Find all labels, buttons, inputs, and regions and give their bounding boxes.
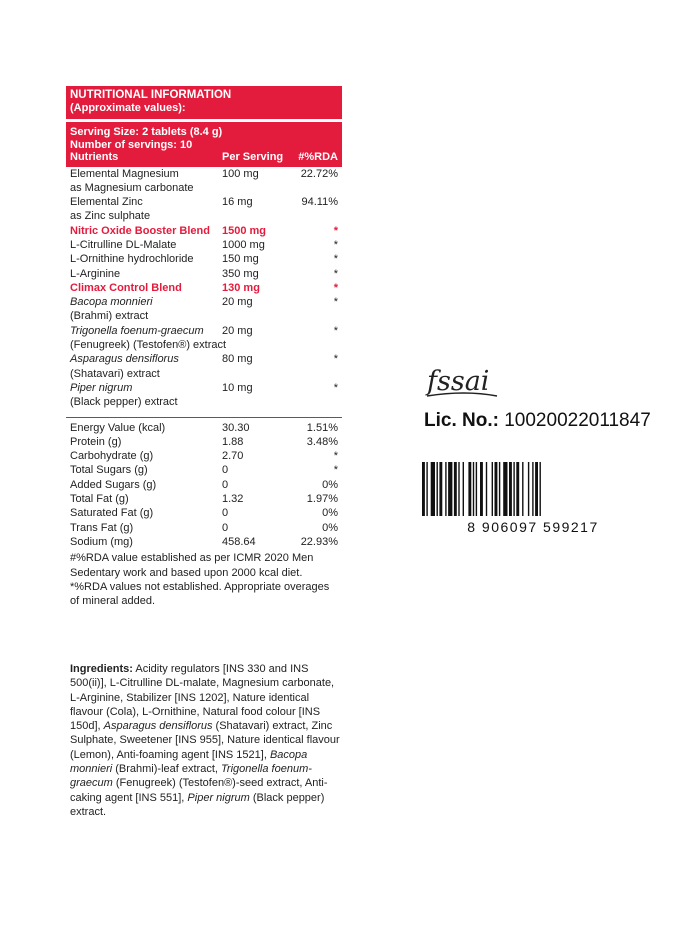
energy-name: Energy Value (kcal) [70, 421, 166, 434]
table-row [70, 435, 338, 449]
table-row [70, 224, 338, 238]
energy-amount: 0 [222, 464, 229, 477]
nutrient-sub: as Magnesium carbonate [70, 181, 194, 194]
nutrient-sub: (Brahmi) extract [70, 310, 149, 323]
nutrient-rda: * [333, 381, 338, 394]
nutrition-header [66, 86, 342, 119]
barcode-digits: 8 906097 599217 [467, 519, 599, 534]
nutrition-panel [66, 86, 342, 608]
energy-amount: 0 [222, 507, 229, 520]
table-row [70, 281, 338, 295]
energy-name: Added Sugars (g) [70, 478, 157, 491]
nutrient-amount: 20 mg [222, 324, 253, 337]
table-row [70, 449, 338, 463]
nutrition-subtitle: (Approximate values): [70, 102, 186, 114]
barcode-bar [532, 462, 533, 516]
barcode-bar [499, 462, 500, 516]
energy-name: Saturated Fat (g) [70, 507, 154, 520]
energy-amount: 0 [222, 521, 229, 534]
ingredients-botanical: Asparagus densiflorus [103, 720, 213, 733]
energy-amount: 2.70 [222, 450, 244, 463]
nutrient-rda: * [333, 267, 338, 280]
energy-rda: 3.48% [306, 435, 338, 448]
nutrient-rda: * [333, 353, 338, 366]
table-row [70, 167, 338, 196]
barcode-bars [422, 462, 541, 516]
barcode-bar [463, 462, 464, 516]
energy-amount: 1.32 [222, 493, 244, 506]
barcode-bar [535, 462, 538, 516]
nutrient-name: Bacopa monnieri [70, 296, 153, 309]
column-headers [70, 151, 338, 164]
barcode-bar [422, 462, 425, 516]
table-row [70, 478, 338, 492]
ingredients-label: Ingredients: [70, 663, 133, 675]
energy-table [66, 421, 342, 550]
nutrient-rda: * [333, 281, 338, 294]
nutrient-rda: 22.72% [300, 167, 338, 180]
ingredients-botanical: Piper nigrum [187, 791, 250, 804]
barcode-bar [445, 462, 446, 516]
barcode [420, 462, 646, 534]
nutrient-amount: 100 mg [222, 167, 259, 180]
table-row [70, 535, 338, 549]
barcode-bar [468, 462, 471, 516]
table-row [70, 521, 338, 535]
barcode-bar [528, 462, 529, 516]
nutrient-table [66, 167, 342, 410]
nutrient-sub: (Fenugreek) (Testofen®) extract [70, 339, 227, 352]
servings-count: Number of servings: 10 [70, 138, 193, 151]
table-row [70, 352, 338, 381]
nutrition-title: NUTRITIONAL INFORMATION [70, 89, 232, 101]
nutrient-rda: * [333, 238, 338, 251]
license-number: 10020022011847 [504, 410, 651, 431]
barcode-bar [458, 462, 459, 516]
table-row [70, 267, 338, 281]
table-row [70, 238, 338, 252]
energy-rda: 0% [322, 507, 338, 520]
ingredients-part: (Fenugreek) (Testofen®)-seed extract, Anti-caking agent [INS 551], [70, 777, 328, 804]
barcode-bar [492, 462, 493, 516]
table-row [70, 252, 338, 266]
table-row [70, 492, 338, 506]
barcode-bar [480, 462, 483, 516]
barcode-bar [476, 462, 477, 516]
energy-name: Trans Fat (g) [70, 521, 134, 534]
table-row [70, 195, 338, 224]
nutrient-name: Asparagus densiflorus [70, 353, 179, 366]
ingredients-part: (Brahmi)-leaf extract, [112, 763, 221, 776]
nutrient-name: L-Ornithine hydrochloride [70, 253, 194, 266]
barcode-bar [509, 462, 512, 516]
ingredients-part: (Black pepper) extract. [70, 791, 325, 818]
barcode-bar [454, 462, 457, 516]
energy-name: Protein (g) [70, 435, 122, 448]
nutrient-amount: 16 mg [222, 196, 253, 209]
nutrient-amount: 80 mg [222, 353, 253, 366]
barcode-bar [516, 462, 519, 516]
col-per-serving: Per Serving [222, 151, 284, 163]
barcode-bar [437, 462, 438, 516]
energy-rda: 0% [322, 521, 338, 534]
nutrient-amount: 10 mg [222, 381, 253, 394]
nutrient-name: Piper nigrum [70, 381, 133, 394]
energy-rda: * [333, 464, 338, 477]
energy-rda: 1.97% [306, 493, 338, 506]
nutrient-name: Elemental Magnesium [70, 167, 179, 180]
nutrient-sub: (Shatavari) extract [70, 367, 160, 380]
license-line [424, 410, 651, 432]
fssai-logo-text: fssai [427, 366, 490, 397]
barcode-bar [522, 462, 523, 516]
table-row [70, 421, 338, 435]
barcode-bar [513, 462, 514, 516]
nutrient-rda: 94.11% [301, 196, 338, 209]
energy-amount: 1.88 [222, 435, 244, 448]
nutrient-amount: 150 mg [222, 253, 259, 266]
barcode-bar [495, 462, 498, 516]
barcode-bar [439, 462, 442, 516]
table-row [70, 324, 338, 353]
fssai-logo [425, 366, 505, 402]
barcode-bar [486, 462, 487, 516]
svg-text:8 906097 599217 [467, 519, 599, 534]
nutrient-amount: 1000 mg [222, 238, 265, 251]
nutrient-sub: as Zinc sulphate [70, 210, 151, 223]
nutrient-amount: 350 mg [222, 267, 259, 280]
barcode-bar [473, 462, 474, 516]
nutrient-name: Elemental Zinc [70, 196, 143, 209]
barcode-bar [448, 462, 452, 516]
serving-header [66, 122, 342, 167]
energy-name: Total Sugars (g) [70, 464, 148, 477]
ingredients-botanical: Bacopa monnieri [70, 748, 308, 776]
serving-size: Serving Size: 2 tablets (8.4 g) [70, 126, 223, 138]
table-row [70, 381, 338, 410]
ingredients-part: (Shatavari) extract, Zinc Sulphate, Sweetener [INS 955], Nature identical flavour (Lemon), Anti-foaming agent [INS 1521], [70, 720, 340, 761]
energy-amount: 30.30 [222, 421, 250, 434]
energy-name: Carbohydrate (g) [70, 450, 154, 463]
nutrient-rda: * [333, 296, 338, 309]
ingredients-botanical: Trigonella foenum-graecum [70, 763, 312, 790]
table-row [70, 463, 338, 477]
energy-rda: 1.51% [306, 421, 338, 434]
ingredients-text [70, 662, 342, 819]
energy-rda: 22.93% [300, 535, 338, 548]
nutrient-rda: * [333, 224, 338, 237]
nutrient-name: L-Arginine [70, 267, 121, 280]
license-label: Lic. No.: [424, 410, 499, 431]
table-divider [66, 417, 342, 418]
nutrient-name: Nitric Oxide Booster Blend [70, 224, 210, 237]
energy-amount: 0 [222, 478, 229, 491]
barcode-bar [503, 462, 507, 516]
energy-name: Total Fat (g) [70, 493, 129, 506]
nutrient-name: L-Citrulline DL-Malate [70, 238, 177, 251]
ingredients-part: Acidity regulators [INS 330 and INS 500(ii)], L-Citrulline DL-malate, Magnesium carbonate, L-Arginine, Stabilizer [INS 1202], Nature identical flavour (Cola), L-Ornithine, Natural food colour [INS 150d], [70, 663, 335, 733]
nutrient-amount: 1500 mg [222, 224, 267, 237]
nutrient-sub: (Black pepper) extract [70, 396, 178, 409]
nutrient-rda: * [333, 324, 338, 337]
energy-amount: 458.64 [222, 535, 256, 548]
barcode-bar [426, 462, 427, 516]
rda-note: #%RDA value established as per ICMR 2020 Men Sedentary work and based upon 2000 kcal diet. *%RDA values not established. Appropriate overages of mineral added. [70, 552, 330, 608]
table-row [70, 295, 338, 324]
barcode-bar [540, 462, 541, 516]
col-rda: #%RDA [298, 151, 338, 163]
nutrient-rda: * [333, 253, 338, 266]
energy-rda: 0% [322, 478, 338, 491]
nutrient-amount: 20 mg [222, 296, 253, 309]
nutrient-name: Climax Control Blend [70, 281, 182, 294]
col-nutrients: Nutrients [70, 151, 119, 163]
energy-rda: * [333, 450, 338, 463]
nutrient-name: Trigonella foenum-graecum [70, 324, 204, 337]
energy-name: Sodium (mg) [70, 535, 133, 548]
barcode-bar [431, 462, 435, 516]
table-row [70, 506, 338, 520]
nutrient-amount: 130 mg [222, 281, 260, 294]
